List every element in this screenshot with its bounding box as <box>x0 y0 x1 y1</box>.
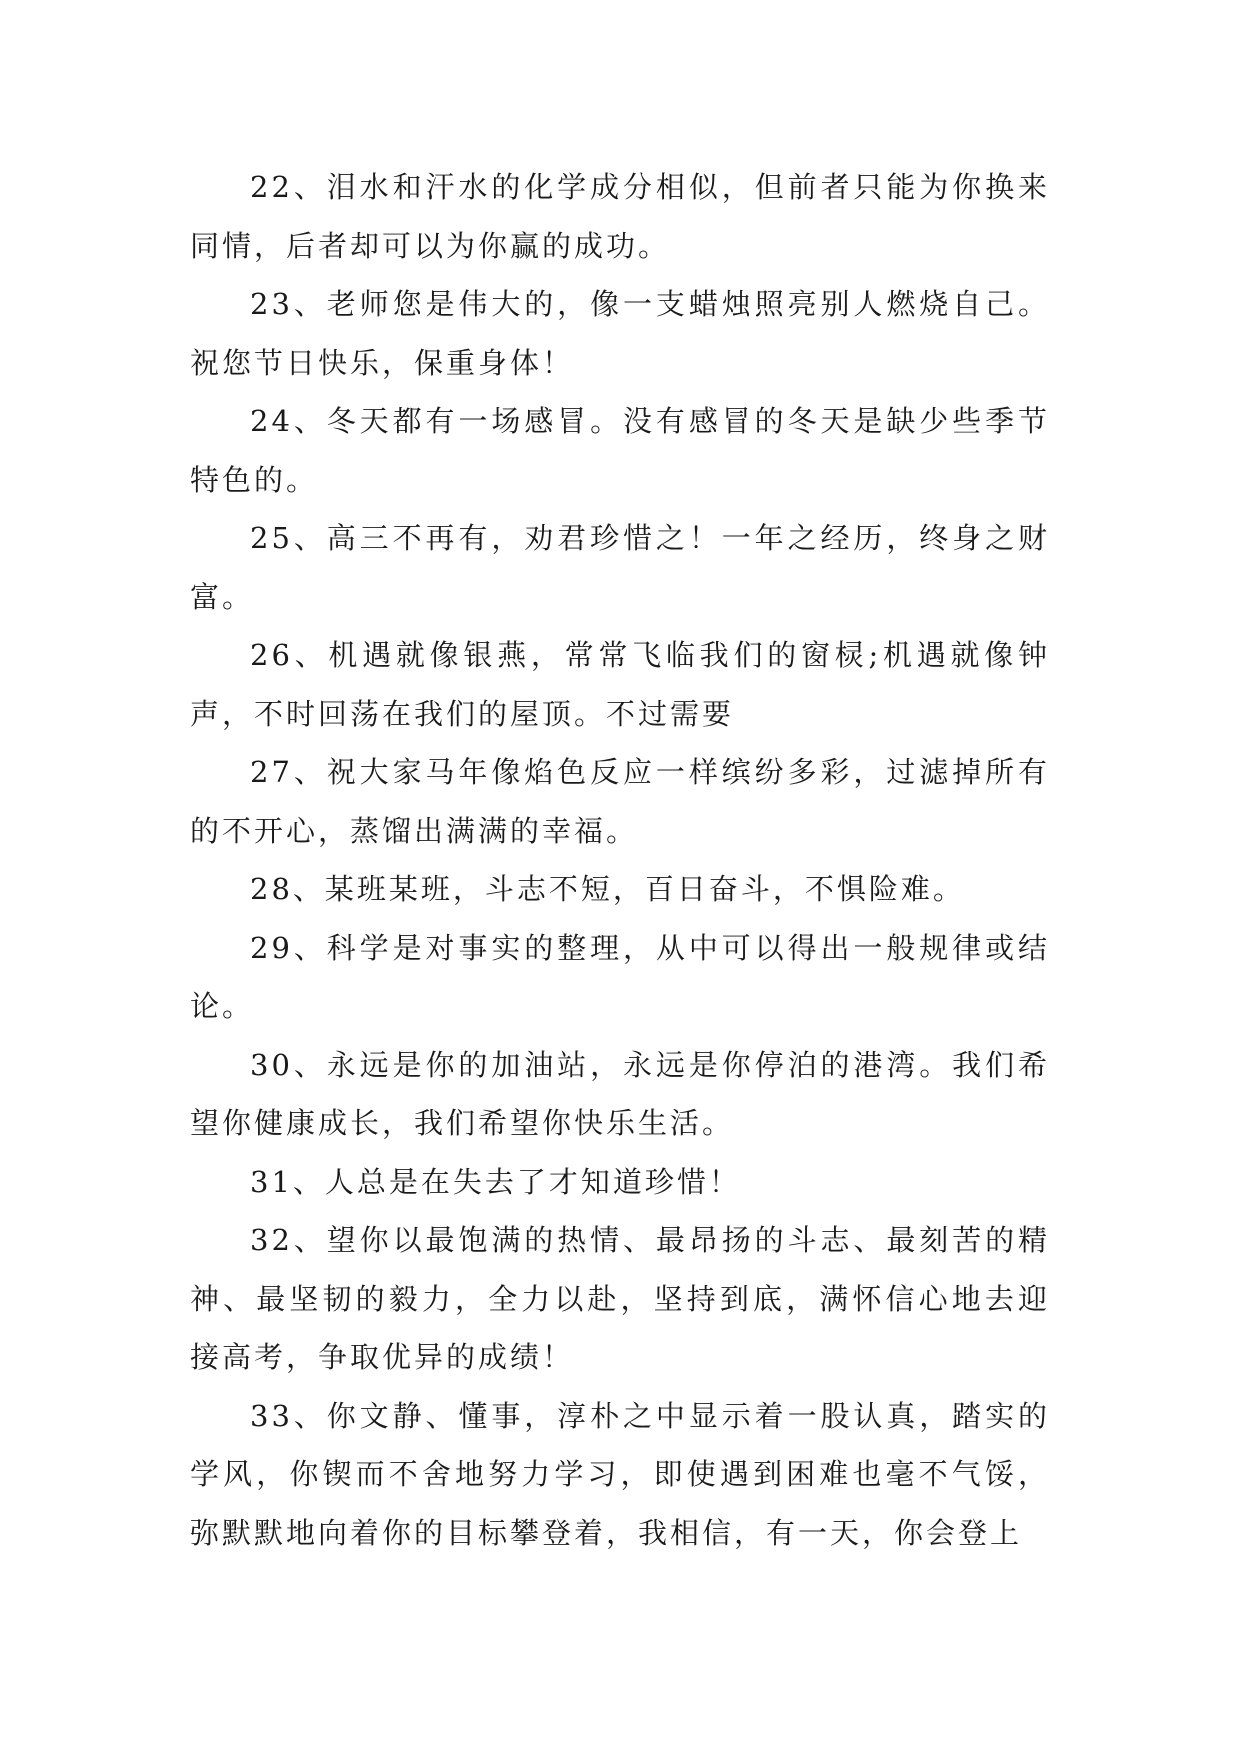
paragraph-27: 27、祝大家马年像焰色反应一样缤纷多彩，过滤掉所有的不开心，蒸馏出满满的幸福。 <box>190 755 1050 848</box>
paragraph-26: 26、机遇就像银燕，常常飞临我们的窗棂;机遇就像钟声，不时回荡在我们的屋顶。不过需要 <box>190 638 1050 731</box>
paragraph-32: 32、望你以最饱满的热情、最昂扬的斗志、最刻苦的精神、最坚韧的毅力，全力以赴，坚持到底，满怀信心地去迎接高考，争取优异的成绩！ <box>190 1223 1050 1374</box>
paragraph-29: 29、科学是对事实的整理，从中可以得出一般规律或结论。 <box>190 930 1050 1023</box>
paragraph-25: 25、高三不再有，劝君珍惜之！一年之经历，终身之财富。 <box>190 521 1050 614</box>
paragraph-24: 24、冬天都有一场感冒。没有感冒的冬天是缺少些季节特色的。 <box>190 404 1050 497</box>
document-body <box>190 158 1050 1562</box>
paragraph-30: 30、永远是你的加油站，永远是你停泊的港湾。我们希望你健康成长，我们希望你快乐生活。 <box>190 1047 1050 1140</box>
paragraph-22: 22、泪水和汗水的化学成分相似，但前者只能为你换来同情，后者却可以为你赢的成功。 <box>190 170 1050 263</box>
paragraph-23: 23、老师您是伟大的，像一支蜡烛照亮别人燃烧自己。祝您节日快乐，保重身体！ <box>190 287 1050 380</box>
paragraph-33: 33、你文静、懂事，淳朴之中显示着一股认真，踏实的学风，你锲而不舍地努力学习，即使遇到困难也毫不气馁，弥默默地向着你的目标攀登着，我相信，有一天，你会登上 <box>190 1398 1050 1550</box>
paragraph-31: 31、人总是在失去了才知道珍惜！ <box>250 1164 741 1199</box>
paragraph-28: 28、某班某班，斗志不短，百日奋斗，不惧险难。 <box>250 872 965 906</box>
